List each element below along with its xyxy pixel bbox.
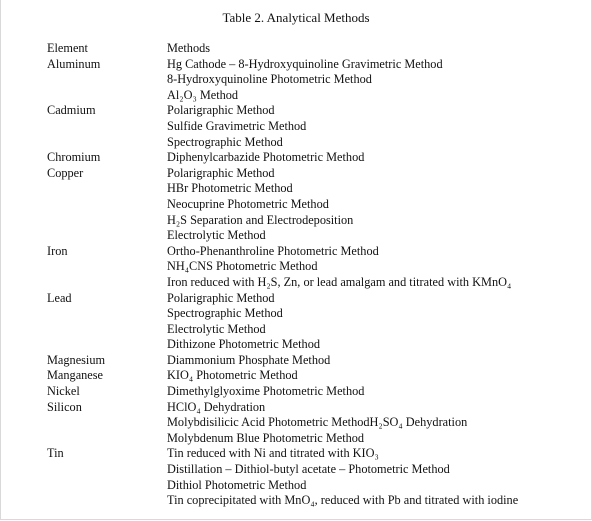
element-cell [0, 213, 167, 229]
method-cell: NH₄CNS Photometric Method [167, 259, 318, 274]
method-cell: Electrolytic Method [167, 228, 266, 243]
method-cell: Diammonium Phosphate Method [167, 352, 331, 367]
element-cell: Magnesium [47, 352, 106, 367]
table-row [0, 446, 592, 462]
method-cell: Dithiol Photometric Method [167, 477, 307, 492]
table-row [0, 400, 592, 416]
table-body [0, 57, 592, 509]
method-cell: Dimethylglyoxime Photometric Method [167, 384, 365, 399]
element-cell [0, 306, 167, 322]
method-cell: Al₂O₃ Method [167, 87, 239, 102]
method-cell: Polarigraphic Method [167, 103, 275, 118]
method-cell: Spectrographic Method [167, 134, 283, 149]
table-row [0, 135, 592, 151]
table-row [0, 291, 592, 307]
method-cell: Tin coprecipitated with MnO₄, reduced with Pb and titrated with iodine [167, 493, 519, 508]
table-row [0, 103, 592, 119]
method-cell: Sulfide Gravimetric Method [167, 118, 307, 133]
element-cell [0, 259, 167, 275]
table-row [0, 353, 592, 369]
method-cell: Distillation – Dithiol-butyl acetate – Photometric Method [167, 462, 450, 477]
table-row [0, 415, 592, 431]
element-cell [0, 88, 167, 104]
method-cell: H₂S Separation and Electrodeposition [167, 212, 354, 227]
element-cell [0, 322, 167, 338]
element-cell: Nickel [47, 384, 80, 399]
element-cell: Manganese [47, 368, 103, 383]
method-cell: Polarigraphic Method [167, 290, 275, 305]
method-cell: Spectrographic Method [167, 306, 283, 321]
table-row [0, 478, 592, 494]
element-cell [0, 431, 167, 447]
element-cell: Lead [47, 290, 72, 305]
method-cell: Molybdenum Blue Photometric Method [167, 430, 365, 445]
method-cell: Molybdisilicic Acid Photometric MethodH₂SO₄ Dehydration [167, 415, 468, 430]
method-cell: Hg Cathode – 8-Hydroxyquinoline Gravimetric Method [167, 56, 443, 71]
table-row [0, 150, 592, 166]
method-cell: Polarigraphic Method [167, 165, 275, 180]
method-cell: Tin reduced with Ni and titrated with KIO₃ [167, 446, 379, 461]
element-cell [0, 415, 167, 431]
table-row [0, 259, 592, 275]
element-cell [0, 228, 167, 244]
element-cell [0, 181, 167, 197]
table-row [0, 213, 592, 229]
element-cell: Copper [47, 165, 84, 180]
table-row [0, 275, 592, 291]
table-row [0, 306, 592, 322]
method-cell: Neocuprine Photometric Method [167, 196, 329, 211]
table-row [0, 384, 592, 400]
method-cell: 8-Hydroxyquinoline Photometric Method [167, 72, 372, 87]
element-cell [0, 337, 167, 353]
element-cell [0, 493, 167, 509]
method-cell: Diphenylcarbazide Photometric Method [167, 150, 365, 165]
method-cell: Dithizone Photometric Method [167, 337, 321, 352]
method-cell: KIO₄ Photometric Method [167, 368, 298, 383]
element-cell: Aluminum [47, 56, 101, 71]
element-cell: Tin [47, 446, 64, 461]
method-cell: HClO₄ Dehydration [167, 399, 266, 414]
table-row [0, 88, 592, 104]
table-row [0, 197, 592, 213]
header-element: Element [47, 41, 88, 55]
element-cell [0, 72, 167, 88]
method-cell: Iron reduced with H₂S, Zn, or lead amalgam and titrated with KMnO₄ [167, 274, 512, 289]
table-row [0, 368, 592, 384]
table-row [0, 337, 592, 353]
method-cell: HBr Photometric Method [167, 181, 293, 196]
element-cell: Silicon [47, 399, 82, 414]
table-row [0, 462, 592, 478]
table-row [0, 166, 592, 182]
table-row [0, 57, 592, 73]
table-header-row [0, 41, 592, 57]
element-cell [0, 119, 167, 135]
table-row [0, 244, 592, 260]
element-cell [0, 478, 167, 494]
table-row [0, 322, 592, 338]
table-row [0, 493, 592, 509]
element-cell [0, 197, 167, 213]
element-cell [0, 275, 167, 291]
element-cell: Chromium [47, 150, 101, 165]
table-row [0, 119, 592, 135]
element-cell: Iron [47, 243, 68, 258]
table-row [0, 431, 592, 447]
header-methods: Methods [167, 41, 211, 55]
element-cell: Cadmium [47, 103, 96, 118]
table-row [0, 181, 592, 197]
table-row [0, 228, 592, 244]
element-cell [0, 462, 167, 478]
table-row [0, 72, 592, 88]
analytical-methods-table [0, 41, 592, 509]
method-cell: Electrolytic Method [167, 321, 266, 336]
table-caption: Table 2. Analytical Methods [222, 10, 370, 25]
method-cell: Ortho-Phenanthroline Photometric Method [167, 243, 379, 258]
element-cell [0, 135, 167, 151]
